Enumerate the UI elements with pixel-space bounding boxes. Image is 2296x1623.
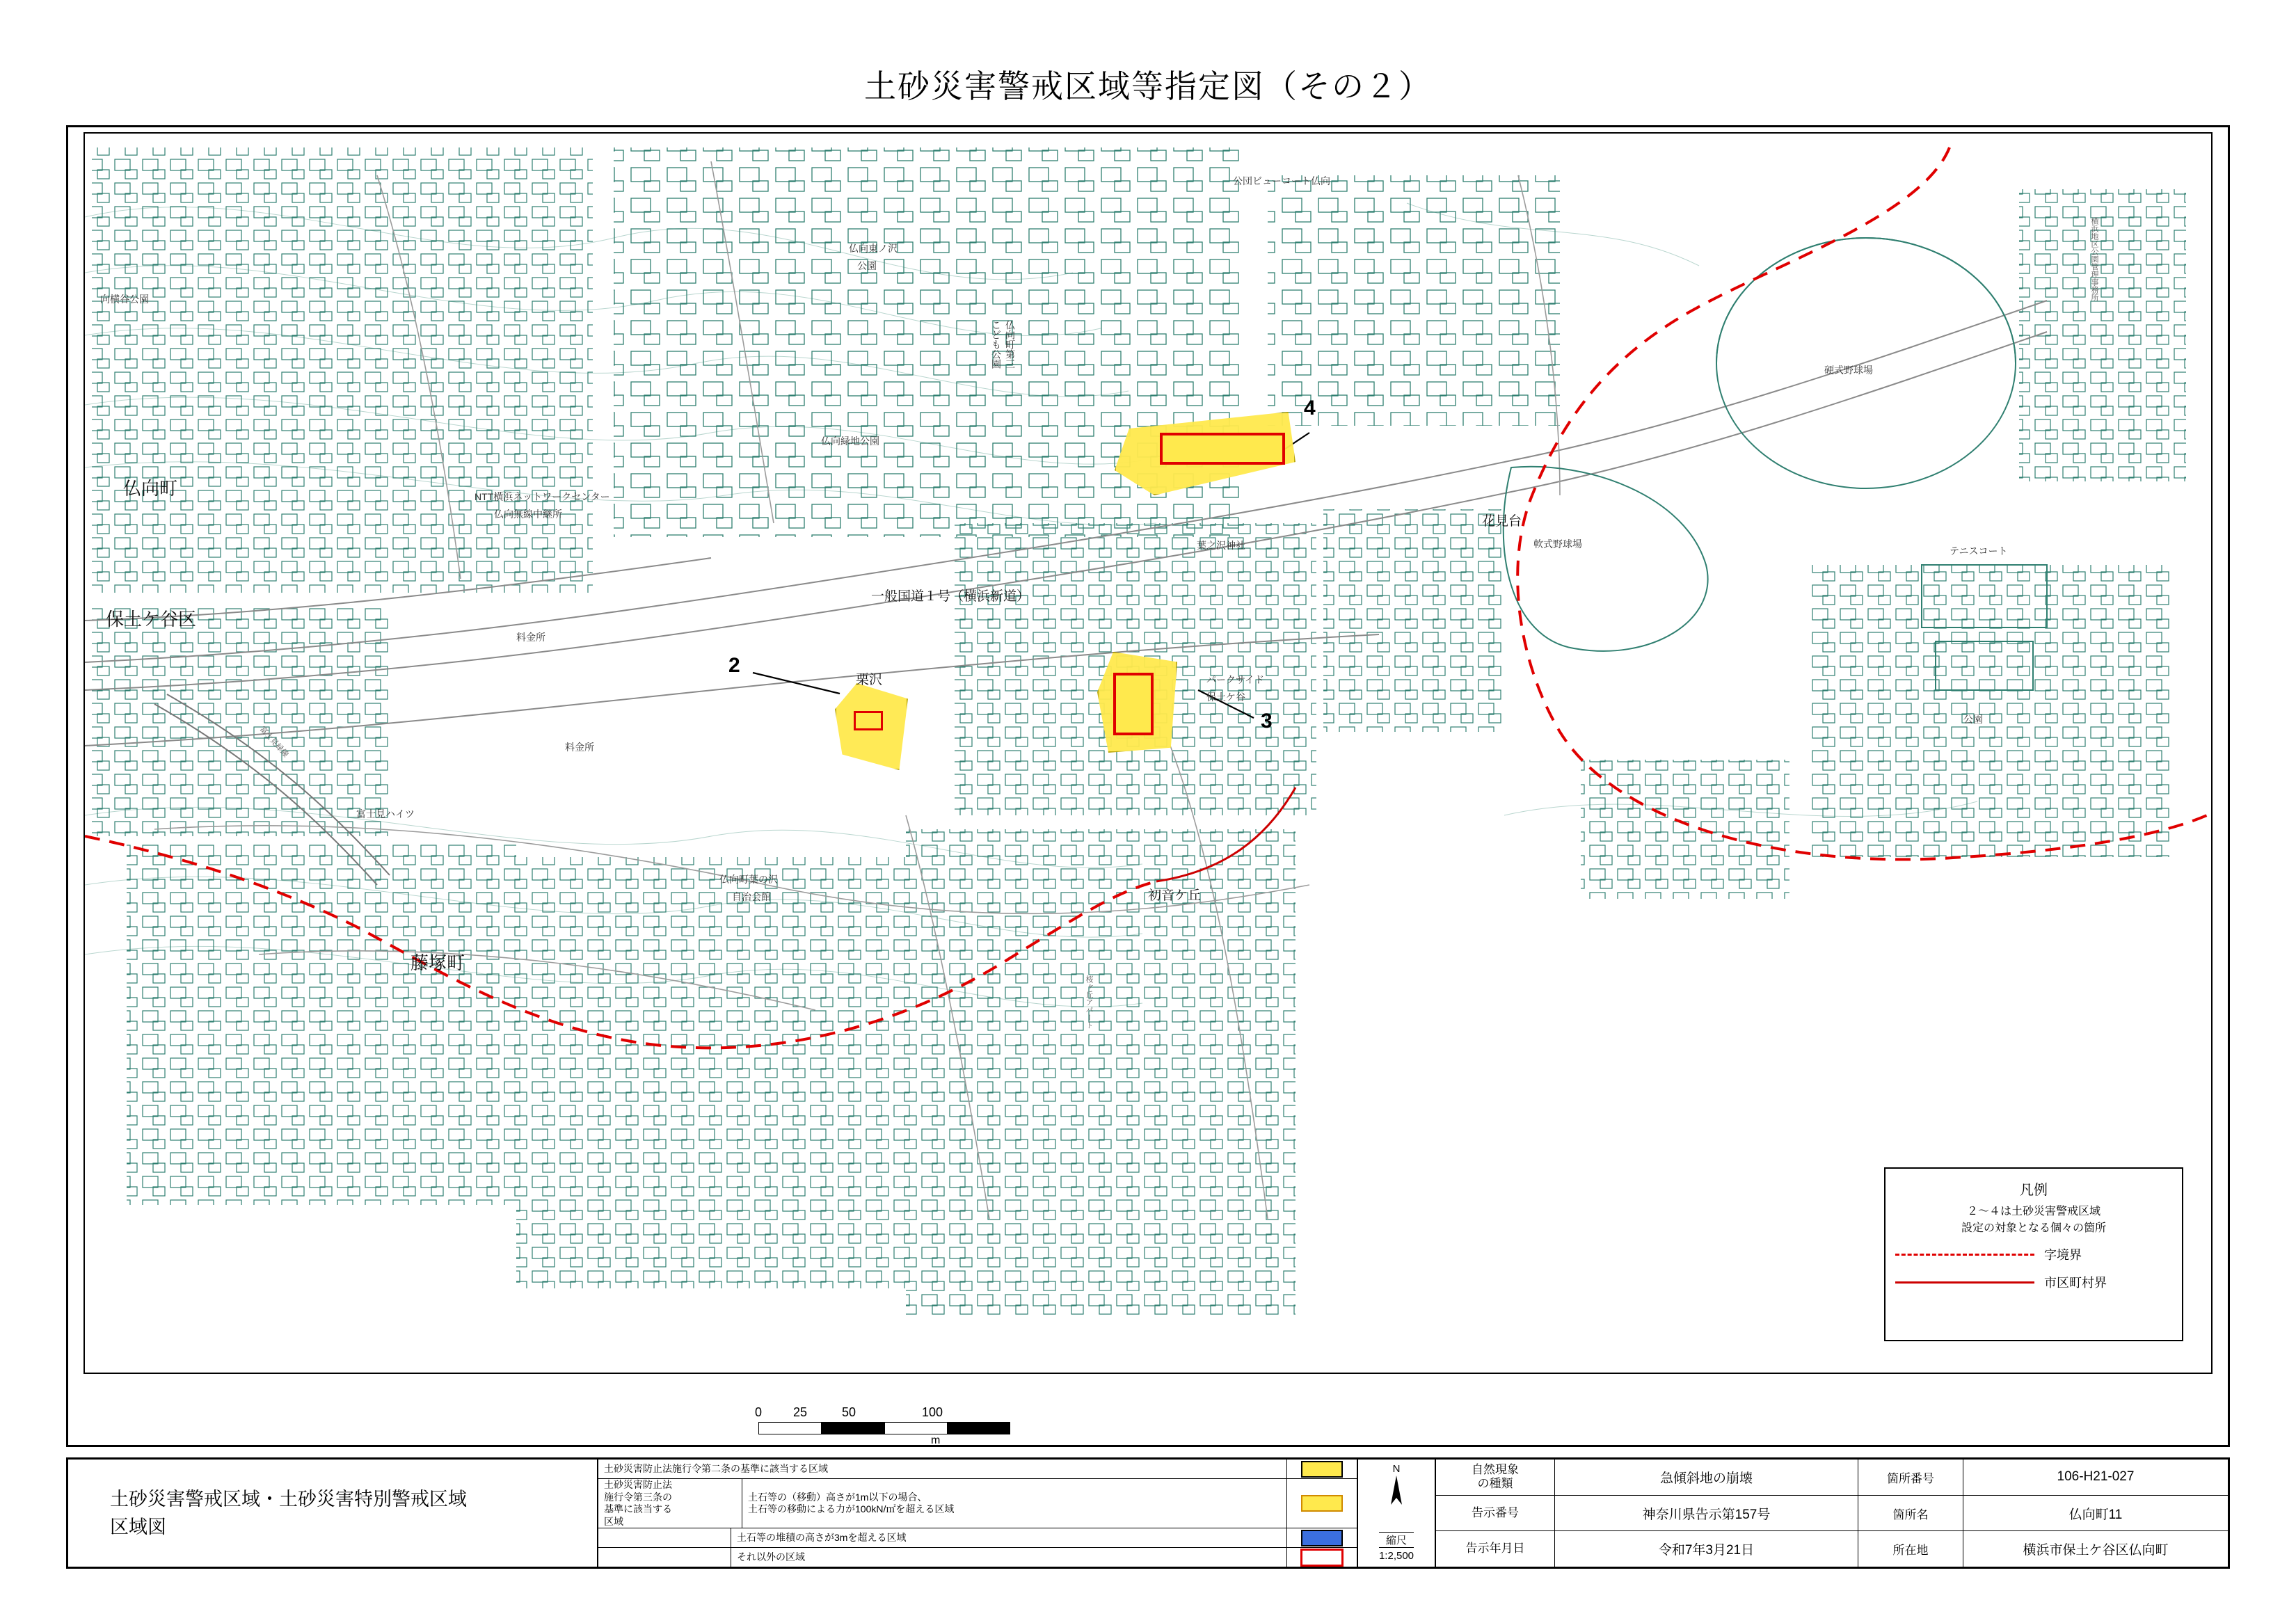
map-label-bukkoucho: 仏向町 [123,478,178,499]
map-legend [1884,1167,2183,1341]
legend-label-city: 市区町村界 [2044,1276,2107,1290]
attr-value-phenomenon: 急傾斜地の崩壊 [1555,1460,1858,1495]
footer-legend-row-1 [598,1460,1357,1479]
scale-label: 縮尺 [1379,1532,1414,1547]
footer-legend-swatch-3 [1286,1528,1357,1547]
north-arrow-icon [1387,1474,1405,1506]
footer-title-line2: 区域図 [110,1517,166,1537]
map-label-jichikaikan: 仏向町葉の沢 [719,874,778,885]
map-label-ntt-center-2: 仏向無線中継所 [494,509,562,520]
footer-legend-swatch-1 [1286,1460,1357,1478]
map-label-tennis-court: テニスコート [1950,545,2008,557]
swatch-yellow [1301,1461,1343,1478]
attr-key-location: 所在地 [1858,1531,1963,1567]
zone-area-3-red [1113,673,1154,735]
page-title: 土砂災害警戒区域等指定図（その２） [864,68,1432,104]
zone-number-4: 4 [1304,397,1316,419]
footer-panel [66,1457,2230,1569]
map-label-bukkou-higashinosawa-park-2: 公園 [857,260,877,271]
map-label-hanamidai: 花見台 [1482,514,1522,529]
scale-tick-50: 50 [841,1405,856,1419]
map-label-mukaiyokotani-park: 向横谷公園 [100,294,149,305]
attr-value-notice-date: 令和7年3月21日 [1555,1531,1858,1567]
map-label-route1: 一般国道１号（横浜新道） [871,589,1030,604]
map-label-tollgate-1: 料金所 [516,632,545,643]
solid-line-sample [1895,1281,2034,1284]
scale-cell [1379,1532,1414,1562]
scale-tick-0: 0 [754,1405,763,1419]
zone-area-2-red [854,711,883,730]
map-label-park: 公園 [1963,714,1983,725]
zone-area-4-red [1160,433,1285,465]
map-label-fujitsukacho: 藤塚町 [410,952,465,973]
attr-key-phenomenon: 自然現象 の種類 [1436,1460,1555,1495]
north-arrow [1387,1464,1405,1508]
map-label-bukkou-ryokuchi-park: 仏向緑地公園 [821,435,879,447]
map-label-parkside-hodogaya: パークサイド [1206,674,1265,685]
map-label-tollgate-2: 料金所 [565,742,594,753]
map-label-kurisawa: 栗沢 [856,673,883,687]
map-label-hatsunegaoka: 初音ケ丘 [1148,888,1202,903]
zone-number-3: 3 [1261,710,1273,733]
map-label-park-office: 横浜地区公園管理事務所 [2090,217,2098,301]
map-label-bukkou-higashinosawa-park: 仏向東ノ沢 [849,243,898,254]
footer-legend-prefix: 土砂災害防止法 施行令第三条の 基準に該当する 区域 [598,1479,742,1528]
scale-bar [754,1405,1051,1447]
map-label-jichikaikan-2: 自治会館 [732,891,771,902]
north-label: N [1392,1463,1401,1475]
scale-unit: m [931,1434,941,1446]
scale-bar-segments [758,1422,1010,1434]
footer-legend-text-3: 土石等の堆積の高さが3mを超える区域 [737,1531,907,1543]
attribute-row-3 [1436,1531,2228,1567]
footer-legend-text-4: それ以外の区域 [737,1551,805,1562]
attribute-row-1 [1436,1460,2228,1496]
attr-key-site-number: 箇所番号 [1858,1460,1963,1495]
north-and-scale [1358,1460,1436,1567]
map-label-bukkoucho-kodomo-park: 仏向町第三 こども公園 [991,320,1016,369]
map-label-hodogaya-ku: 保土ケ谷区 [106,609,197,630]
footer-legend-row-4 [598,1548,1357,1567]
footer-title-line1: 土砂災害警戒区域・土砂災害特別警戒区域 [110,1488,467,1510]
footer-title [68,1460,598,1567]
legend-note-line1: ２～４は土砂災害警戒区域 [1966,1206,2100,1217]
legend-row-boundary-aza [1895,1245,2172,1263]
scale-tick-25: 25 [792,1405,808,1419]
legend-row-boundary-city [1895,1273,2172,1291]
footer-legend-swatch-2 [1286,1479,1357,1528]
scale-bar-ticks [754,1405,1023,1422]
map-canvas[interactable] [83,132,2213,1374]
legend-heading: 凡例 [2020,1183,2048,1198]
map-label-parkside-hodogaya-2: 保土ケ谷 [1206,691,1245,703]
legend-note-line2: 設定の対象となる個々の箇所 [1961,1222,2106,1234]
swatch-blue [1301,1530,1343,1546]
attribute-row-2 [1436,1496,2228,1532]
map-label-fujimi-heights: 富士見ハイツ [356,808,415,820]
footer-legend-row-2 [598,1479,1357,1528]
attr-key-site-name: 箇所名 [1858,1496,1963,1531]
dashed-line-sample [1895,1254,2034,1256]
map-label-kuzunosawa-shrine: 葉之沢神社 [1197,540,1245,551]
attr-value-site-name: 仏向町11 [2068,1507,2123,1522]
attr-value-site-number: 106-H21-027 [2057,1469,2135,1485]
footer-legend-row-3 [598,1528,1357,1548]
footer-legend-text-1: 土砂災害防止法施行令第二条の基準に該当する区域 [604,1462,828,1474]
map-label-ntt-center: NTT横浜ネットワークセンター [475,491,610,502]
attr-value-notice-number: 神奈川県告示第157号 [1555,1496,1858,1531]
swatch-orange [1301,1495,1343,1512]
footer-legend-text-2: 土石等の（移動）高さが1m以下の場合、 土石等の移動による力が100kN/㎡を超える区域 [748,1491,955,1514]
footer-legend-swatch-4 [1286,1548,1357,1567]
map-label-softball-field: 軟式野球場 [1533,538,1582,550]
map-label-baseball-stadium: 硬式野球場 [1824,365,1873,376]
scale-tick-100: 100 [921,1405,943,1419]
map-label-sakuragaoka-apartment: 桜ヶ丘アパート [1085,975,1093,1029]
footer-legend [598,1460,1358,1567]
map-label-koudan-view-court: 公団ビューコート仏向 [1233,175,1330,186]
zone-number-2: 2 [728,654,740,677]
attr-key-notice-date: 告示年月日 [1436,1531,1555,1567]
legend-label-aza: 字境界 [2044,1248,2082,1263]
scale-value: 1:2,500 [1379,1547,1414,1562]
attr-value-location: 横浜市保土ケ谷区仏向町 [2023,1543,2169,1558]
attr-key-notice-number: 告示番号 [1436,1496,1555,1531]
map-label-fujimi-line: 富士見緑線 [257,725,290,760]
attribute-table [1436,1460,2228,1567]
swatch-red [1300,1549,1344,1567]
